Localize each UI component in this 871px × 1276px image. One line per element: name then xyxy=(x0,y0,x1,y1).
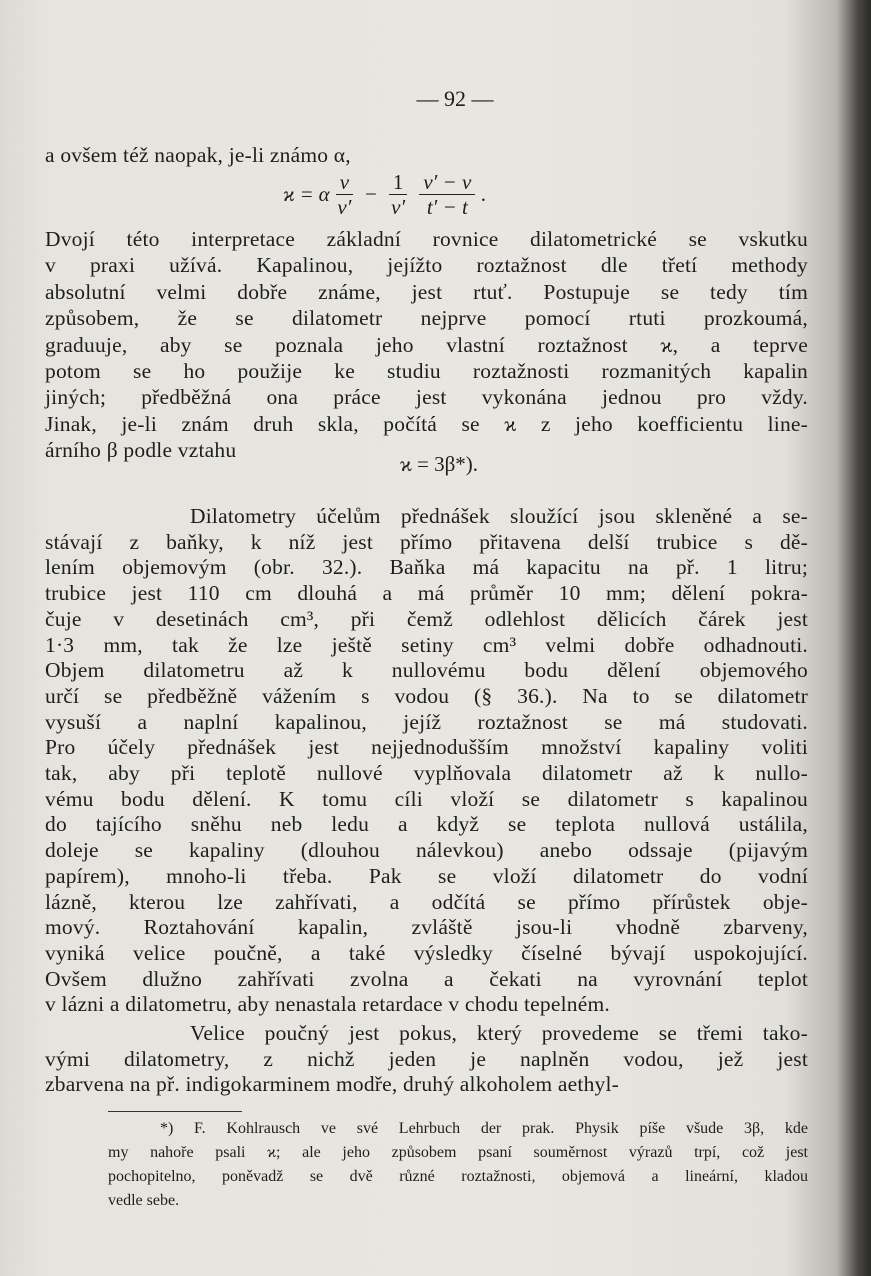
footnote-line: pochopitelno, poněvadž se dvě různé roztažnosti, objemová a lineární, kladou xyxy=(108,1168,808,1185)
para1-line: způsobem, že se dilatometr nejprve pomocí rtuti prozkoumá, xyxy=(45,306,808,331)
formula-lhs: ϰ xyxy=(283,182,295,206)
para2-line: lením objemovým (obr. 32.). Baňka má kapacitu na př. 1 litru; xyxy=(45,555,808,580)
para2-line: trubice jest 110 cm dlouhá a má průměr 10 mm; dělení pokra- xyxy=(45,581,808,606)
para2-line: 1·3 mm, tak že lze ještě setiny cm³ velmi dobře odhadnouti. xyxy=(45,632,808,657)
para2-line: vyniká velice poučně, a také výsledky číselné bývají uspokojující. xyxy=(45,940,808,965)
formula-end: . xyxy=(481,182,487,206)
fraction-v-over-vprime xyxy=(336,170,353,219)
page-number: — 92 — xyxy=(416,86,494,111)
para2-line: tak, aby při teplotě nullové vyplňovala dilatometr až k nullo- xyxy=(45,761,808,785)
para3-line: zbarvena na př. indigokarminem modře, druhý alkoholem aethyl- xyxy=(45,1072,620,1096)
para1-line: Jinak, je-li znám druh skla, počítá se ϰ z jeho koefficientu line- xyxy=(45,411,808,436)
para2-line: Ovšem dlužno zahřívati zvolna a čekati na vyrovnání teplot xyxy=(45,966,808,991)
para2-line: lázně, kterou lze zahřívati, a odčítá se přímo přírůstek obje- xyxy=(45,889,808,914)
para2-line: Pro účely přednášek jest nejjednodušším množství kapaliny voliti xyxy=(45,735,808,760)
formula-kappa-beta: ϰ = 3β*). xyxy=(400,452,479,476)
para2-line: Objem dilatometru až k nullovému bodu dělení objemového xyxy=(45,658,808,683)
para1-line: Dvojí této interpretace základní rovnice dilatometrické se vskutku xyxy=(45,227,808,251)
denominator: v′ xyxy=(337,195,352,219)
numerator: v xyxy=(336,170,353,195)
para1-line: graduuje, aby se poznala jeho vlastní roztažnost ϰ, a teprve xyxy=(45,332,808,357)
para2-line: papírem), mnoho-li třeba. Pak se vloží dilatometr do vodní xyxy=(45,863,808,888)
para3-line: vými dilatometry, z nichž jeden je naplněn vodou, jež jest xyxy=(45,1046,808,1071)
para2-line: doleje se kapaliny (dlouhou nálevkou) anebo odssaje (pijavým xyxy=(45,838,808,863)
para2-line: vysuší a naplní kapalinou, jejíž roztažnost se má studovati. xyxy=(45,709,808,734)
para1-line: absolutní velmi dobře známe, jest rtuť. Postupuje se tedy tím xyxy=(45,279,808,304)
footnote-separator xyxy=(108,1111,242,1112)
numerator: 1 xyxy=(389,170,408,195)
denominator: t′ − t xyxy=(426,195,468,219)
para2-line: určí se předběžně vážením s vodou (§ 36.). Na to se dilatometr xyxy=(45,683,808,708)
formula-coef: α xyxy=(318,182,330,206)
formula-equals: = xyxy=(300,182,313,206)
denominator: v′ xyxy=(391,195,406,219)
para1-line: jiných; předběžná ona práce jest vykonána jednou pro vždy. xyxy=(45,385,808,410)
para2-line: stávají z baňky, k níž jest přímo přitavena delší trubice s dě- xyxy=(45,529,808,554)
para2-line: Dilatometry účelům přednášek sloužící jsou skleněné a se- xyxy=(190,504,808,528)
para1-line: potom se ho použije ke studiu roztažnosti rozmanitých kapalin xyxy=(45,359,808,383)
para2-line: do tajícího sněhu neb ledu a když se teplota nullová ustálila, xyxy=(45,812,808,837)
footnote-line: vedle sebe. xyxy=(108,1192,180,1209)
para3-line: Velice poučný jest pokus, který provedeme se třemi tako- xyxy=(190,1021,808,1045)
footnote-line: my nahoře psali ϰ; ale jeho způsobem psaní souměrnost výrazů trpí, což jest xyxy=(108,1144,808,1161)
numerator: v′ − v xyxy=(419,170,475,195)
fraction-dv-over-dt xyxy=(419,170,475,219)
formula-minus: − xyxy=(365,182,377,206)
formula-kappa-alpha xyxy=(283,170,487,219)
para2-line: vému bodu dělení. K tomu cíli vloží se dilatometr s kapalinou xyxy=(45,786,808,811)
intro-line: a ovšem též naopak, je-li známo α, xyxy=(45,143,351,167)
fraction-one-over-vprime xyxy=(389,170,408,219)
para2-line: čuje v desetinách cm³, při čemž odlehlost dělicích čárek jest xyxy=(45,606,808,631)
para2-line: mový. Roztahování kapalin, zvláště jsou-li vhodně zbarveny, xyxy=(45,915,808,940)
para2-line: v lázni a dilatometru, aby nenastala retardace v chodu tepelném. xyxy=(45,992,610,1017)
footnote-line: *) F. Kohlrausch ve své Lehrbuch der prak. Physik píše všude 3β, kde xyxy=(160,1120,808,1137)
para1-line: árního β podle vztahu xyxy=(45,438,237,463)
para1-line: v praxi užívá. Kapalinou, jejížto roztažnost dle třetí methody xyxy=(45,253,808,278)
